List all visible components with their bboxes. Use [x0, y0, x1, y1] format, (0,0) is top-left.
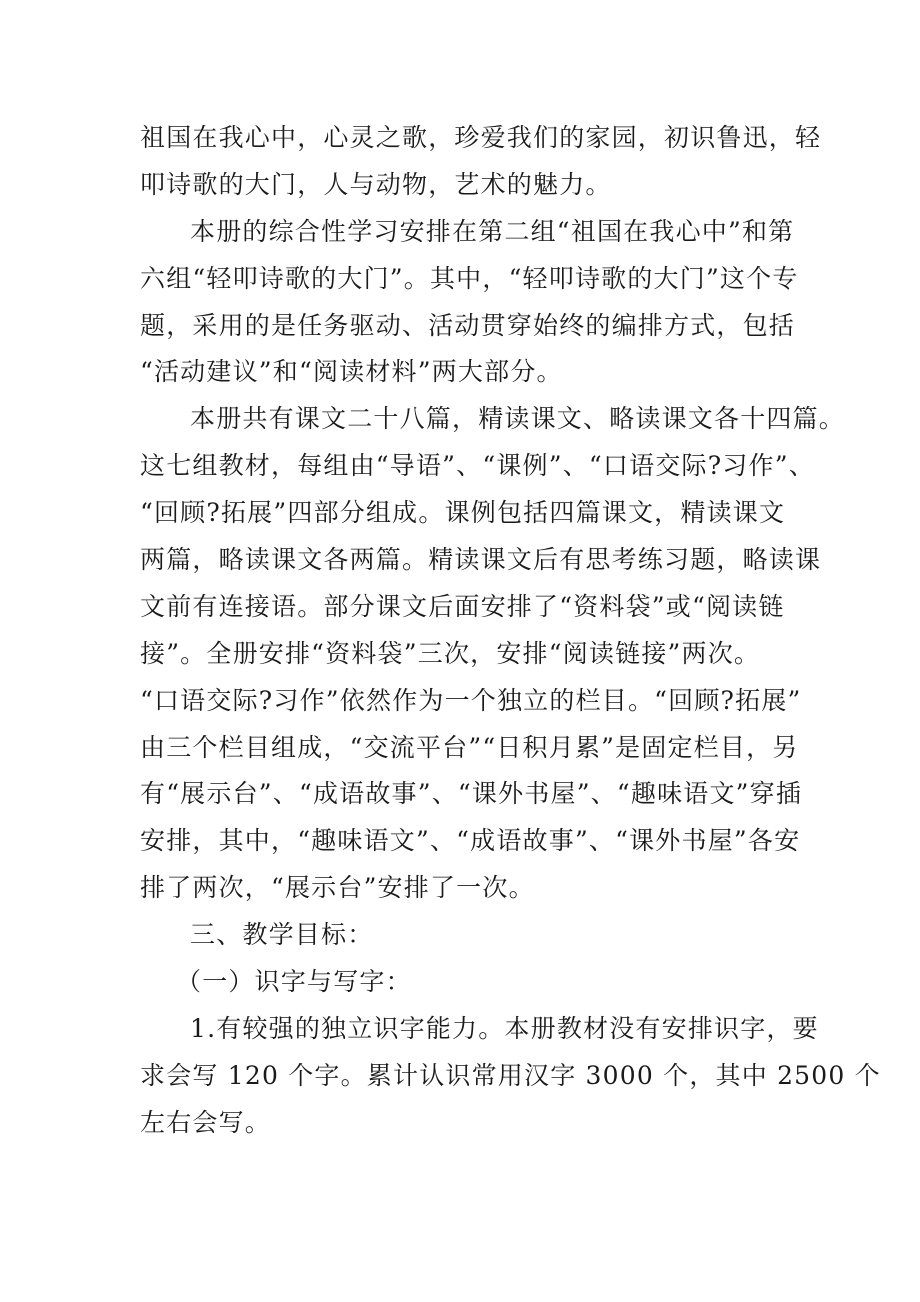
- text-line: 左右会写。: [140, 1107, 272, 1137]
- text-line: 叩诗歌的大门，人与动物，艺术的魅力。: [140, 169, 612, 199]
- text-line: 题，采用的是任务驱动、活动贯穿始终的编排方式，包括: [140, 310, 796, 340]
- text-line: 排了两次，“展示台”安排了一次。: [140, 873, 535, 903]
- text-line: 六组“轻叩诗歌的大门”。其中，“轻叩诗歌的大门”这个专: [140, 263, 799, 293]
- paragraph-first-line: 本册共有课文二十八篇，精读课文、略读课文各十四篇。: [190, 404, 846, 434]
- section-heading: 三、教学目标：: [190, 920, 374, 950]
- paragraph-first-line: 本册的综合性学习安排在第二组“祖国在我心中”和第: [190, 216, 795, 246]
- text-line: 有“展示台”、“成语故事”、“课外书屋”、“趣味语文”穿插: [140, 779, 803, 809]
- text-line: “活动建议”和“阅读材料”两大部分。: [140, 357, 563, 387]
- text-line: 文前有连接语。部分课文后面安排了“资料袋”或“阅读链: [140, 591, 785, 621]
- text-line: 求会写 120 个字。累计认识常用汉字 3000 个，其中 2500 个: [140, 1060, 881, 1090]
- text-line: 安排，其中，“趣味语文”、“成语故事”、“课外书屋”各安: [140, 826, 801, 856]
- text-line: 接”。全册安排“资料袋”三次，安排“阅读链接”两次。: [140, 638, 761, 668]
- text-line: “回顾?拓展”四部分组成。课例包括四篇课文，精读课文: [140, 498, 786, 528]
- text-line: 这七组教材，每组由“导语”、“课例”、“口语交际?习作”、: [140, 451, 815, 481]
- text-line: “口语交际?习作”依然作为一个独立的栏目。“回顾?拓展”: [140, 685, 802, 715]
- subsection-heading: （一）识字与写字：: [176, 967, 412, 997]
- text-line: 祖国在我心中，心灵之歌，珍爱我们的家园，初识鲁迅，轻: [140, 123, 822, 152]
- text-line: 由三个栏目组成，“交流平台”“日积月累”是固定栏目，另: [140, 732, 799, 762]
- paragraph-first-line: 1.有较强的独立识字能力。本册教材没有安排识字，要: [190, 1013, 819, 1043]
- document-body: [140, 115, 881, 1147]
- text-line: 两篇，略读课文各两篇。精读课文后有思考练习题，略读课: [140, 545, 822, 575]
